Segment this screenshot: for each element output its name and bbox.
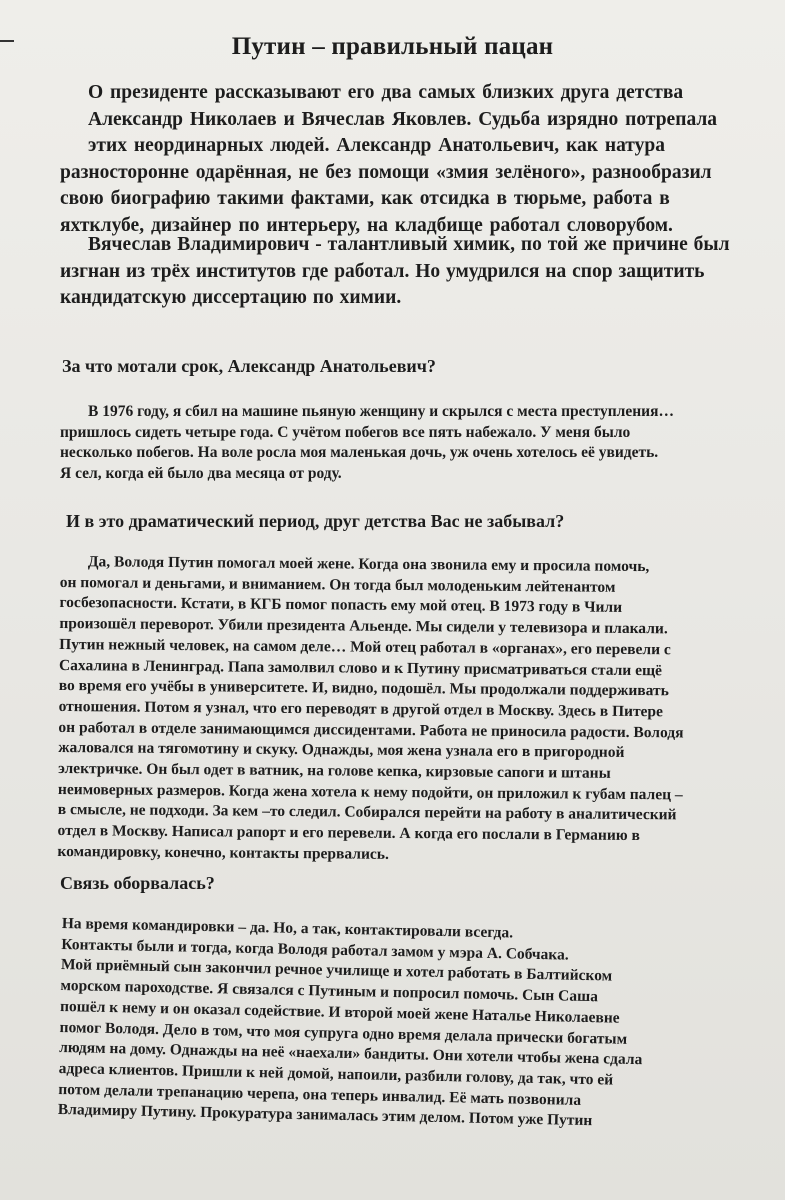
text-line: Мой приёмный сын закончил речное училище и хотел работать в Балтийском — [60, 956, 613, 985]
text-line: во время его учёбы в университете. И, видно, подошёл. Мы продолжали поддерживать — [58, 677, 669, 700]
text-line: кандидатскую диссертацию по химии. — [60, 287, 402, 308]
text-line: он помогал и деньгами, и вниманием. Он тогда был молоденьким лейтенантом — [59, 573, 616, 596]
text-line: Владимиру Путину. Прокуратура занималась этим делом. Потом уже Путин — [57, 1101, 593, 1130]
intro-paragraph — [60, 80, 760, 239]
answer-paragraph — [60, 402, 750, 485]
text-line: яхтклубе, дизайнер по интерьеру, на кладбище работал словорубом. — [60, 214, 673, 236]
article-title: Путин – правильный пацан — [231, 32, 554, 60]
text-line: пошёл к нему и он оказал содействие. И второй моей жене Наталье Николаевне — [59, 997, 620, 1027]
text-line: электричке. Он был одет в ватник, на голове кепка, кирзовые сапоги и штаны — [58, 760, 611, 782]
text-line: В 1976 году, я сбил на машине пьяную женщину и скрылся с места преступления… — [88, 403, 674, 420]
text-line: изгнан из трёх институтов где работал. Но умудрился на спор защитить — [60, 260, 705, 282]
text-line: Путин нежный человек, на самом деле… Мой отец работал в «органах», его перевели с — [59, 635, 671, 659]
text-line: морском пароходстве. Я связался с Путиным и попросил помочь. Сын Саша — [60, 977, 599, 1006]
question-heading: Связь оборвалась? — [60, 873, 215, 893]
answer-paragraph — [57, 552, 750, 869]
text-line: На время командировки – да. Но, а так, контактировали всегда. — [61, 914, 514, 942]
text-line: несколько побегов. На воле росла моя маленькая дочь, уж очень хотелось её увидеть. — [60, 444, 659, 462]
text-line: людям на дому. Однажды на неё «наехали» бандиты. Они хотели чтобы жена сдала — [59, 1039, 643, 1069]
text-line: произошёл переворот. Убили президента Альенде. Мы сидели у телевизора и плакали. — [59, 615, 668, 638]
text-line: Вячеслав Владимирович - талантливый химик, по той же причине был — [88, 234, 730, 255]
second-paragraph — [60, 232, 760, 312]
answer-paragraph — [58, 914, 712, 1135]
text-line: он работал в отделе занимающимся диссидентами. Работа не приносила радости. Володя — [58, 718, 684, 742]
text-line: пришлось сидеть четыре года. С учётом побегов все пять набежало. У меня было — [60, 423, 631, 441]
text-line: жаловался на тягомотину и скуку. Однажды, моя жена узнала его в пригородной — [58, 739, 625, 762]
text-line: этих неординарных людей. Александр Анатольевич, как натура — [88, 135, 665, 156]
text-line: Александр Николаев и Вячеслав Яковлев. Судьба изрядно потрепала — [88, 108, 718, 130]
text-line: потом делали трепанацию черепа, она теперь инвалид. Её мать позвонила — [58, 1080, 582, 1109]
text-line: отдел в Москву. Написал рапорт и его перевели. А когда его послали в Германию в — [57, 822, 640, 845]
text-line: в смысле, не подходи. За кем –то следил. Собирался перейти на работу в аналитический — [57, 801, 677, 824]
text-line: Да, Володя Путин помогал моей жене. Когда она звонила ему и просила помочь, — [87, 553, 650, 576]
question-heading: И в это драматический период, друг детства Вас не забывал? — [66, 511, 565, 531]
text-line: отношения. Потом я узнал, что его переводят в другой отдел в Москву. Здесь в Питере — [58, 697, 664, 721]
text-line: свою биографию такими фактами, как отсидка в тюрьме, работа в — [60, 188, 670, 209]
text-line: Сахалина в Ленинград. Папа замолвил слово и к Путину присматриваться стали ещё — [58, 656, 663, 679]
question-heading: За что мотали срок, Александр Анатольевич? — [62, 356, 436, 376]
text-line: Я сел, когда ей было два месяца от роду. — [60, 465, 342, 483]
text-line: разносторонне одарённая, не без помощи «змия зелёного», разнообразил — [60, 161, 712, 183]
text-line: Контакты были и тогда, когда Володя работал замом у мэра А. Собчака. — [61, 935, 569, 964]
text-line: адреса клиентов. Пришли к ней домой, напоили, разбили голову, да так, что ей — [58, 1059, 614, 1089]
text-line: О президенте рассказывают его два самых близких друга детства — [88, 82, 684, 103]
text-line: помог Володя. Дело в том, что моя супруга одно время делала прически богатым — [59, 1018, 628, 1048]
text-line: неимоверных размеров. Когда жена хотела к нему подойти, он приложил к губам палец – — [57, 780, 683, 804]
text-line: госбезопасности. Кстати, в КГБ помог попасть ему мой отец. В 1973 году в Чили — [59, 594, 623, 617]
text-line: командировку, конечно, контакты прервались. — [57, 842, 389, 863]
